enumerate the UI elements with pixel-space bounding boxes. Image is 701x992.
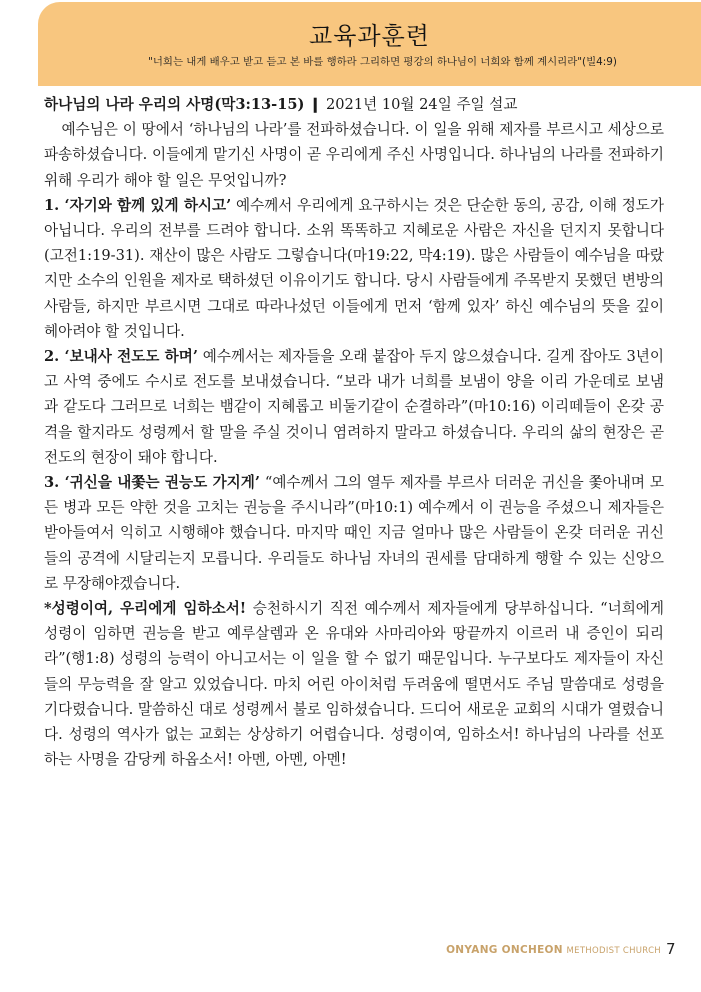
church-name-main: ONYANG ONCHEON: [446, 944, 563, 956]
sermon-heading: [44, 92, 664, 117]
point-text: “예수께서 그의 열두 제자를 부르사 더러운 귀신을 쫓아내며 모든 병과 모든 약한 것을 고치는 권능을 주시니라”(마10:1) 예수께서 이 권능을 주셨으니 제자들은 받아들여서 익히고 시행해야 했습니다. 마지막 때인 지금 얼마나 많은 사람들이 온갖 더러운 귀신들의 공격에 시달리는지 모릅니다. 우리들도 하나님 자녀의 권세를 담대하게 행할 수 있는 신앙으로 무장해야겠습니다.: [44, 474, 664, 592]
church-name-sub: METHODIST CHURCH: [566, 946, 661, 956]
point-paragraph: [44, 344, 664, 470]
header-banner: [38, 2, 701, 86]
intro-paragraph: 예수님은 이 땅에서 ‘하나님의 나라’를 전파하셨습니다. 이 일을 위해 제자를 부르시고 세상으로 파송하셨습니다. 이들에게 맡기신 사명이 곧 우리에게 주신 사명입니다. 하나님의 나라를 전파하기 위해 우리가 해야 할 일은 무엇입니까?: [44, 121, 664, 189]
point-paragraph: [44, 193, 664, 344]
point-text: 승천하시기 직전 예수께서 제자들에게 당부하십니다. “너희에게 성령이 임하면 권능을 받고 예루살렘과 온 유대와 사마리아와 땅끝까지 이르러 내 증인이 되리라”(행1:8) 성령의 능력이 아니고서는 이 일을 할 수 없기 때문입니다. 누구보다도 제자들이 자신들의 무능력을 잘 알고 있었습니다. 마치 어린 아이처럼 두려움에 떨면서도 주님 말씀대로 성령을 기다렸습니다. 말씀하신 대로 성령께서 불로 임하셨습니다. 드디어 새로운 교회의 시대가 열렸습니다. 성령의 역사가 없는 교회는 상상하기 어렵습니다. 성령이여, 임하소서! 하나님의 나라를 선포하는 사명을 감당케 하옵소서! 아멘, 아멘, 아멘!: [44, 600, 664, 769]
point-text: 예수께서 우리에게 요구하시는 것은 단순한 동의, 공감, 이해 정도가 아닙니다. 우리의 전부를 드려야 합니다. 소위 똑똑하고 지혜로운 사람은 자신을 던지지 못합니다(고전1:19-31). 재산이 많은 사람도 그렇습니다(마19:22, 막4:19). 많은 사람들이 예수님을 따랐지만 소수의 인원을 제자로 택하셨던 이유이기도 합니다. 당시 사람들에게 주목받지 못했던 변방의 사람들, 하지만 부르시면 그대로 따라나섰던 이들에게 먼저 ‘함께 있자’ 하신 예수님의 뜻을 깊이 헤아려야 할 것입니다.: [44, 196, 664, 340]
page-title: 교육과훈련: [309, 22, 430, 50]
page-number: 7: [666, 940, 676, 958]
sermon-divider: ❙: [309, 96, 322, 113]
point-text: 예수께서는 제자들을 오래 붙잡아 두지 않으셨습니다. 길게 잡아도 3년이고 사역 중에도 수시로 전도를 보내셨습니다. “보라 내가 너희를 보냄이 양을 이리 가운데로 보냄과 같도다 그러므로 너희는 뱀같이 지혜롭고 비둘기같이 순결하라”(마10:16) 이리떼들이 온갖 공격을 할지라도 성령께서 할 말을 주실 것이니 염려하지 말라고 하셨습니다. 우리의 삶의 현장은 곧 전도의 현장이 돼야 합니다.: [44, 348, 664, 466]
church-name: [446, 944, 661, 956]
sermon-date: 2021년 10월 24일 주일 설교: [325, 96, 518, 113]
sermon-title: 하나님의 나라 우리의 사명(막3:13-15): [44, 96, 305, 113]
point-heading: 2. ‘보내사 전도도 하며’: [44, 348, 198, 366]
point-paragraph: [44, 596, 664, 772]
sermon-content: [44, 92, 664, 772]
point-heading: *성령이여, 우리에게 임하소서!: [44, 600, 247, 618]
header-verse: "너희는 내게 배우고 받고 듣고 본 바를 행하라 그리하면 평강의 하나님이 너희와 함께 계시리라"(빌4:9): [148, 56, 617, 68]
point-heading: 3. ‘귀신을 내쫓는 권능도 가지게’: [44, 474, 260, 492]
point-paragraph: [44, 470, 664, 596]
point-heading: 1. ‘자기와 함께 있게 하시고’: [44, 196, 232, 214]
